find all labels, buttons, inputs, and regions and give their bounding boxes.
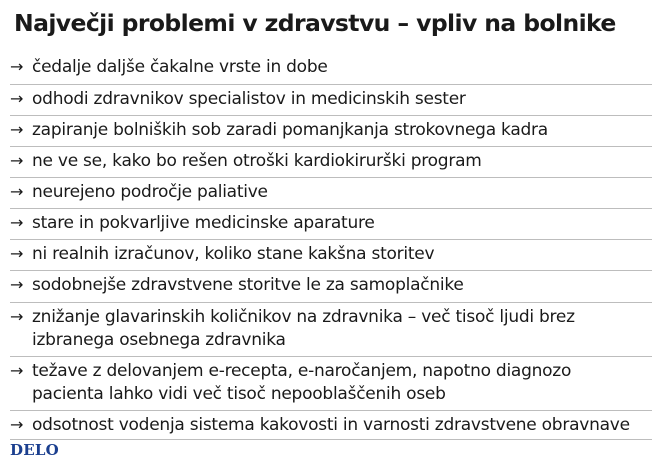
divider: [10, 84, 652, 85]
list-item: [10, 87, 655, 111]
arrow-right-icon: →: [10, 244, 24, 263]
divider: [10, 270, 652, 271]
divider: [10, 356, 652, 357]
list-item-text: sodobnejše zdravstvene storitve le za samoplačnike: [32, 275, 464, 295]
list-item-line: [10, 55, 655, 79]
list-item-line: [10, 273, 655, 297]
list-item-text: ni realnih izračunov, koliko stane kakšna storitev: [32, 244, 435, 264]
arrow-right-icon: →: [10, 415, 24, 434]
list-item-text: čedalje daljše čakalne vrste in dobe: [32, 57, 328, 77]
list-item-text: odsotnost vodenja sistema kakovosti in varnosti zdravstvene obravnave: [32, 415, 630, 435]
list-item: [10, 118, 655, 142]
divider: [10, 115, 652, 116]
divider: [10, 439, 652, 440]
arrow-right-icon: →: [10, 120, 24, 139]
list-item-text: ne ve se, kako bo rešen otroški kardiokirurški program: [32, 151, 482, 171]
list-item-text: stare in pokvarljive medicinske aparature: [32, 213, 375, 233]
list-item-line: [10, 305, 655, 329]
divider: [10, 208, 652, 209]
list-item-line: [10, 118, 655, 142]
arrow-right-icon: →: [10, 361, 24, 380]
list-item: [10, 273, 655, 297]
list-item-continuation: [10, 329, 655, 352]
list-item-text: odhodi zdravnikov specialistov in medicinskih sester: [32, 89, 466, 109]
list-item-line: [10, 149, 655, 173]
list-item: [10, 413, 655, 437]
divider: [10, 410, 652, 411]
list-item: [10, 211, 655, 235]
list-item: [10, 242, 655, 266]
divider: [10, 177, 652, 178]
list-item-text: znižanje glavarinskih količnikov na zdravnika – več tisoč ljudi brez: [32, 307, 575, 327]
list-item-continuation: [10, 383, 655, 406]
list-item-text: izbranega osebnega zdravnika: [32, 330, 286, 350]
list-item-text: zapiranje bolniških sob zaradi pomanjkanja strokovnega kadra: [32, 120, 548, 140]
list-item: [10, 149, 655, 173]
list-item-line: [10, 359, 655, 383]
list-item: [10, 180, 655, 204]
arrow-right-icon: →: [10, 213, 24, 232]
arrow-right-icon: →: [10, 307, 24, 326]
list-item-line: [10, 180, 655, 204]
arrow-right-icon: →: [10, 57, 24, 76]
list-item-text: pacienta lahko vidi več tisoč nepooblaščenih oseb: [32, 384, 446, 404]
list-item-line: [10, 413, 655, 437]
list-item-line: [10, 211, 655, 235]
list-item: [10, 359, 655, 406]
divider: [10, 239, 652, 240]
arrow-right-icon: →: [10, 89, 24, 108]
list-item-text: težave z delovanjem e-recepta, e-naročanjem, napotno diagnozo: [32, 361, 572, 381]
delo-logo: DELO: [10, 441, 59, 459]
list-item-line: [10, 242, 655, 266]
page-title: Največji problemi v zdravstvu – vpliv na bolnike: [14, 9, 616, 37]
list-item-text: neurejeno področje paliative: [32, 182, 268, 202]
list-item-line: [10, 87, 655, 111]
arrow-right-icon: →: [10, 275, 24, 294]
divider: [10, 302, 652, 303]
list-item: [10, 305, 655, 352]
list-item: [10, 55, 655, 79]
arrow-right-icon: →: [10, 182, 24, 201]
divider: [10, 146, 652, 147]
arrow-right-icon: →: [10, 151, 24, 170]
